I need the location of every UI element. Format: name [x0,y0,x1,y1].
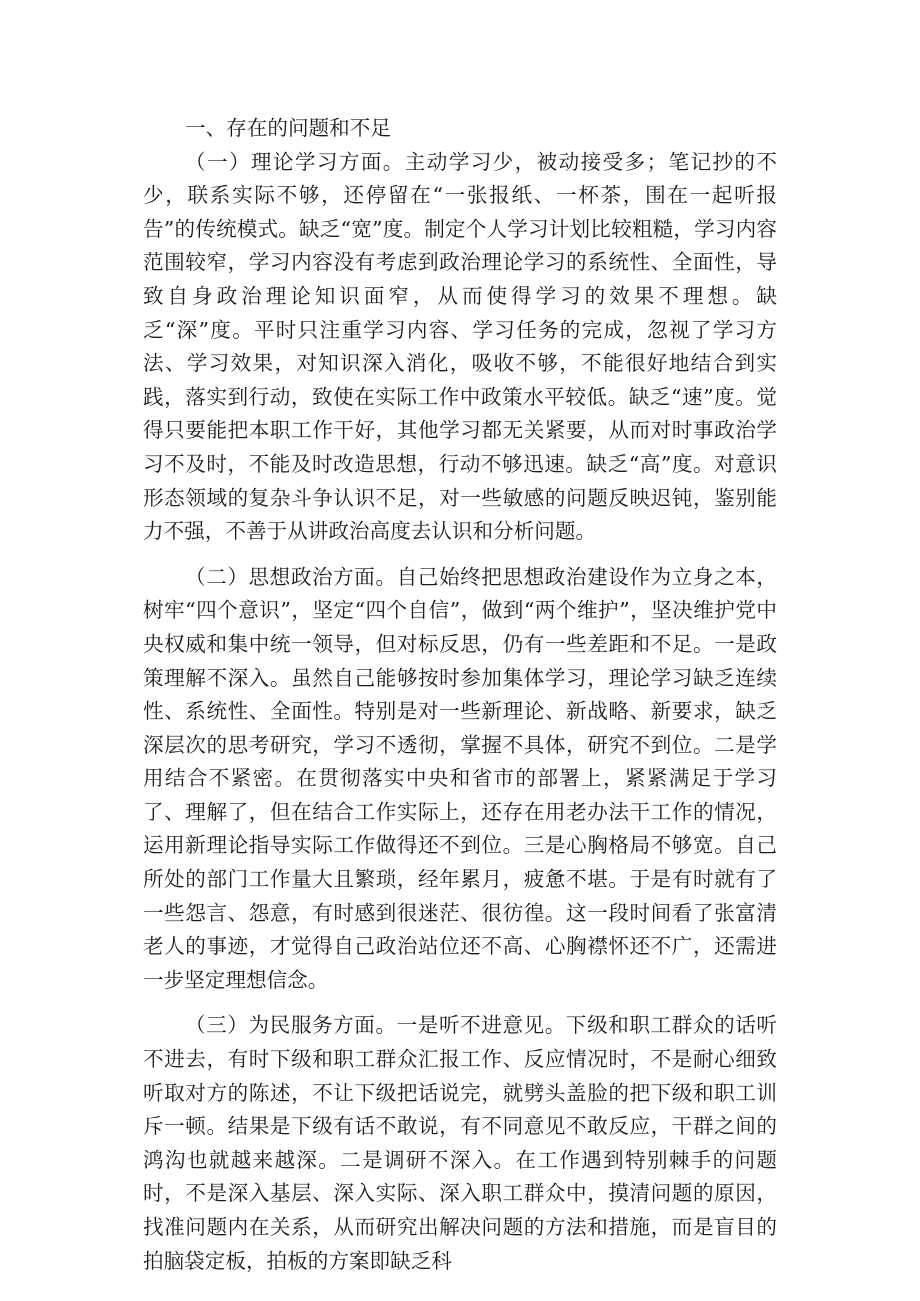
paragraph-political-thought: （二）思想政治方面。自己始终把思想政治建设作为立身之本，树牢“四个意识”，坚定“四个自信”，做到“两个维护”，坚决维护党中央权威和集中统一领导，但对标反思，仍有一些差距和不足。一是政策理解不深入。虽然自己能够按时参加集体学习，理论学习缺乏连续性、系统性、全面性。特别是对一些新理论、新战略、新要求，缺乏深层次的思考研究，学习不透彻，掌握不具体，研究不到位。二是学用结合不紧密。在贯彻落实中央和省市的部署上，紧紧满足于学习了、理解了，但在结合工作实际上，还存在用老办法干工作的情况，运用新理论指导实际工作做得还不到位。三是心胸格局不够宽。自己所处的部门工作量大且繁琐，经年累月，疲惫不堪。于是有时就有了一些怨言、怨意，有时感到很迷茫、很彷徨。这一段时间看了张富清老人的事迹，才觉得自己政治站位还不高、心胸襟怀还不广，还需进一步坚定理想信念。 [143,564,777,992]
section-heading: 一、存在的问题和不足 [185,116,391,140]
paragraph-serving-people: （三）为民服务方面。一是听不进意见。下级和职工群众的话听不进去，有时下级和职工群众汇报工作、反应情况时，不是耐心细致听取对方的陈述，不让下级把话说完，就劈头盖脸的把下级和职工训斥一顿。结果是下级有话不敢说，有不同意见不敢反应，干群之间的鸿沟也就越来越深。二是调研不深入。在工作遇到特别棘手的问题时，不是深入基层、深入实际、深入职工群众中，摸清问题的原因，找准问题内在关系，从而研究出解决问题的方法和措施，而是盲目的拍脑袋定板，拍板的方案即缺乏科 [143,1013,777,1273]
paragraph-theory-study: （一）理论学习方面。主动学习少，被动接受多；笔记抄的不少，联系实际不够，还停留在“一张报纸、一杯茶，围在一起听报告”的传统模式。缺乏“宽”度。制定个人学习计划比较粗糙，学习内容范围较窄，学习内容没有考虑到政治理论学习的系统性、全面性，导致自身政治理论知识面窄，从而使得学习的效果不理想。缺乏“深”度。平时只注重学习内容、学习任务的完成，忽视了学习方法、学习效果，对知识深入消化，吸收不够，不能很好地结合到实践，落实到行动，致使在实际工作中政策水平较低。缺乏“速”度。觉得只要能把本职工作干好，其他学习都无关紧要，从而对时事政治学习不及时，不能及时改造思想，行动不够迅速。缺乏“高”度。对意识形态领域的复杂斗争认识不足，对一些敏感的问题反映迟钝，鉴别能力不强，不善于从讲政治高度去认识和分析问题。 [143,149,777,544]
document-body [143,112,777,1278]
